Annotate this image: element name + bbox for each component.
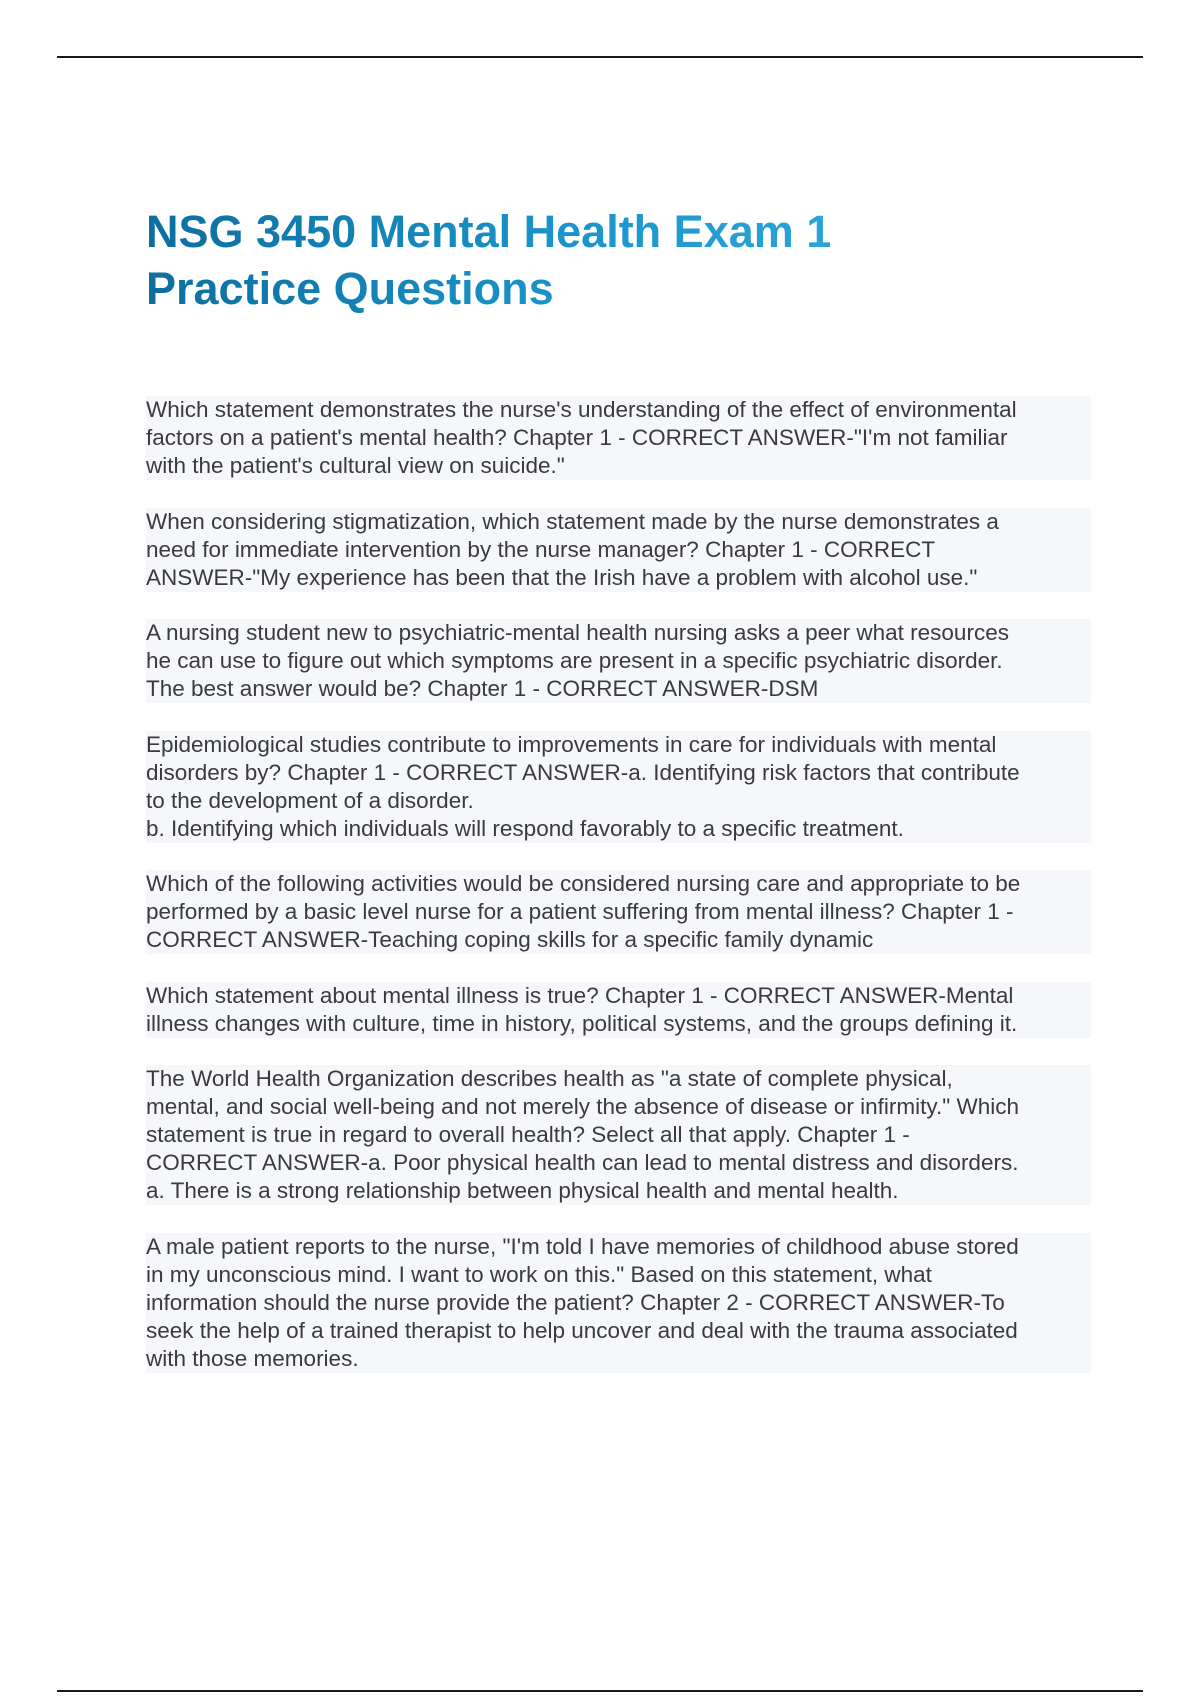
qa-line: The best answer would be? Chapter 1 - CORRECT ANSWER-DSM (146, 676, 819, 701)
qa-line: The World Health Organization describes health as "a state of complete physical, (146, 1066, 953, 1091)
document-title (146, 203, 1046, 317)
qa-item (146, 982, 1091, 1038)
qa-line: Which statement demonstrates the nurse's understanding of the effect of environmental (146, 397, 1017, 422)
qa-line: Epidemiological studies contribute to improvements in care for individuals with mental (146, 731, 997, 757)
qa-line: b. Identifying which individuals will respond favorably to a specific treatment. (146, 815, 904, 841)
qa-item (146, 396, 1091, 480)
footer-rule (57, 1690, 1143, 1692)
qa-line: in my unconscious mind. I want to work on this." Based on this statement, what (146, 1261, 932, 1287)
qa-line: CORRECT ANSWER-Teaching coping skills for a specific family dynamic (146, 927, 874, 952)
qa-item (146, 1065, 1091, 1205)
qa-line: Which statement about mental illness is true? Chapter 1 - CORRECT ANSWER-Mental (146, 982, 1014, 1008)
qa-line: A nursing student new to psychiatric-mental health nursing asks a peer what resources (146, 620, 1009, 645)
qa-item (146, 731, 1091, 843)
qa-line: to the development of a disorder. (146, 787, 474, 813)
qa-item (146, 619, 1091, 703)
qa-line: performed by a basic level nurse for a patient suffering from mental illness? Chapter 1 - (146, 899, 1014, 924)
qa-line: information should the nurse provide the patient? Chapter 2 - CORRECT ANSWER-To (146, 1289, 1005, 1315)
title-line: NSG 3450 Mental Health Exam 1 (146, 206, 832, 257)
qa-line: A male patient reports to the nurse, "I'm told I have memories of childhood abuse stored (146, 1233, 1019, 1259)
qa-line: with the patient's cultural view on suicide." (146, 453, 565, 478)
qa-line: disorders by? Chapter 1 - CORRECT ANSWER-a. Identifying risk factors that contribute (146, 759, 1020, 785)
qa-list (146, 396, 1091, 1400)
title-line: Practice Questions (146, 263, 554, 314)
qa-line: illness changes with culture, time in history, political systems, and the groups defining it. (146, 1010, 1018, 1036)
header-rule (57, 56, 1143, 58)
qa-line: CORRECT ANSWER-a. Poor physical health can lead to mental distress and disorders. (146, 1150, 1019, 1175)
qa-line: he can use to figure out which symptoms are present in a specific psychiatric disorder. (146, 648, 1003, 673)
qa-line: factors on a patient's mental health? Chapter 1 - CORRECT ANSWER-"I'm not familiar (146, 425, 1008, 450)
qa-item (146, 1233, 1091, 1373)
qa-line: a. There is a strong relationship between physical health and mental health. (146, 1178, 899, 1203)
qa-line: ANSWER-"My experience has been that the Irish have a problem with alcohol use." (146, 564, 978, 590)
qa-line: statement is true in regard to overall health? Select all that apply. Chapter 1 - (146, 1122, 910, 1147)
qa-line: Which of the following activities would be considered nursing care and appropriate to be (146, 871, 1021, 896)
qa-line: mental, and social well-being and not merely the absence of disease or infirmity." Which (146, 1094, 1019, 1119)
qa-line: When considering stigmatization, which statement made by the nurse demonstrates a (146, 508, 999, 534)
qa-item (146, 508, 1091, 592)
qa-line: with those memories. (146, 1345, 359, 1371)
qa-item (146, 870, 1091, 954)
qa-line: need for immediate intervention by the nurse manager? Chapter 1 - CORRECT (146, 536, 936, 562)
qa-line: seek the help of a trained therapist to help uncover and deal with the trauma associated (146, 1317, 1018, 1343)
